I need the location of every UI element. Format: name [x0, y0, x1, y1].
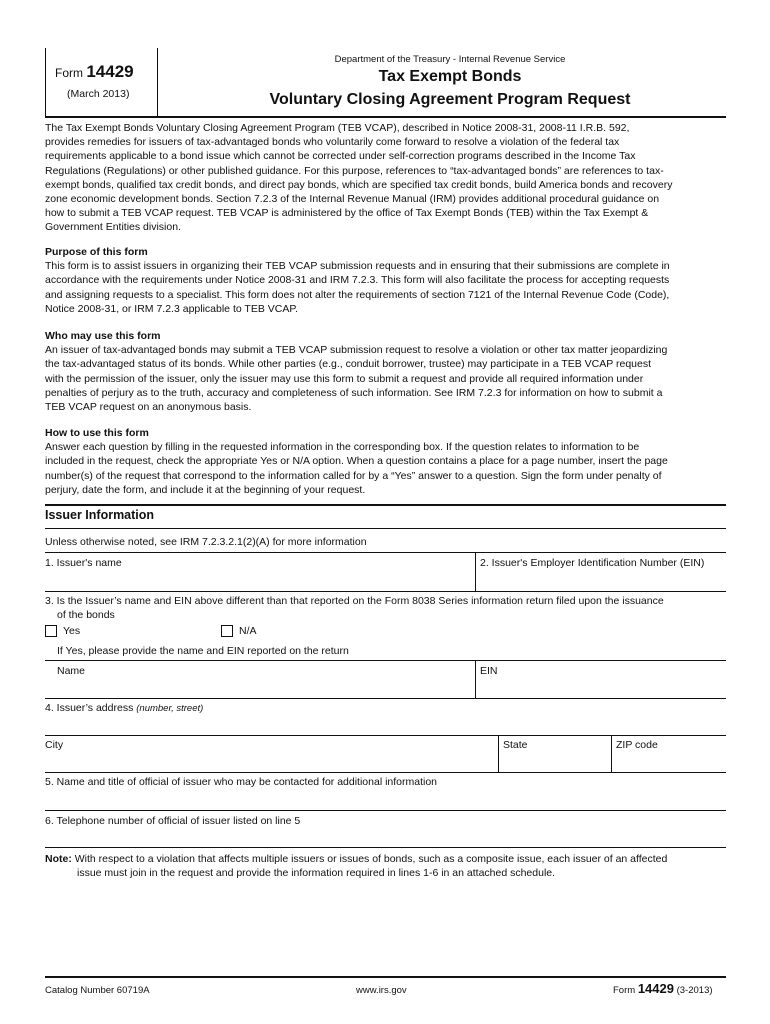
city-field[interactable]	[45, 736, 498, 772]
title-line-2: Voluntary Closing Agreement Program Request	[269, 91, 631, 108]
form-number: 14429	[86, 62, 134, 81]
telephone-label: 6. Telephone number of official of issuer listed on line 5	[45, 815, 301, 827]
who-line: with the permission of the issuer, only the issuer may use this form to submit a request and provide all required information under	[45, 372, 644, 385]
if-yes-instruction: If Yes, please provide the name and EIN reported on the return	[57, 645, 349, 657]
catalog-number: Catalog Number 60719A	[45, 985, 150, 996]
who-line: penalties of perjury as to the truth, accuracy and completeness of such information. See IRM 7.2.3 for information on how to submit a	[45, 386, 663, 399]
who-line: TEB VCAP request on an anonymous basis.	[45, 401, 252, 414]
rule	[45, 847, 726, 848]
zip-field[interactable]	[612, 736, 726, 772]
how-section	[45, 426, 735, 497]
q3-line-1: 3. Is the Issuer’s name and EIN above different than that reported on the Form 8038 Series information return filed upon the issuance	[45, 595, 664, 607]
form-word: Form	[55, 66, 83, 80]
how-line: included in the request, check the appropriate Yes or N/A option. When a question contains a place for a page number, insert the page	[45, 455, 668, 468]
intro-line: zone economic development bonds. Section 7.2.3 of the Internal Revenue Manual (IRM) provides additional procedural guidance on	[45, 193, 660, 206]
header-divider	[157, 48, 158, 116]
address-label-hint: (number, street)	[136, 703, 204, 714]
return-name-field[interactable]	[45, 661, 475, 698]
contact-official-label: 5. Name and title of official of issuer who may be contacted for additional information	[45, 776, 438, 788]
how-line: number(s) of the request that correspond to the information called for by a “Yes” answer to a question. Sign the form under penalty of	[45, 469, 662, 482]
how-line: perjury, date the form, and include it at the beginning of your request.	[45, 483, 366, 496]
note-label: Note:	[45, 853, 72, 865]
intro-line: requirements applicable to a bond issue which cannot be corrected under self-correction programs described in the Income Tax	[45, 150, 636, 163]
na-checkbox[interactable]	[221, 625, 233, 637]
how-line: Answer each question by filling in the requested information in the corresponding box. If the question relates to information to be	[45, 441, 640, 454]
section-note: Unless otherwise noted, see IRM 7.2.3.2.1(2)(A) for more information	[45, 536, 367, 548]
purpose-line: Notice 2008-31, or IRM 7.2.3 applicable to TEB VCAP.	[45, 302, 298, 315]
purpose-line: and assigning requests to a specialist. This form does not alter the requirements of section 7121 of the Internal Revenue Code (Code),	[45, 288, 670, 301]
who-line: the tax-advantaged status of its bonds. While other parties (e.g., conduit borrower, trustee) may participate in a TEB VCAP request	[45, 358, 652, 371]
note-block	[45, 852, 735, 866]
q3-line-2: of the bonds	[57, 609, 115, 621]
return-name-label: Name	[57, 665, 86, 677]
who-heading: Who may use this form	[45, 330, 161, 342]
na-label: N/A	[239, 625, 257, 637]
intro-line: how to submit a TEB VCAP request. TEB VCAP is administered by the office of Tax Exempt Bonds (TEB) within the Tax Exempt &	[45, 207, 649, 220]
how-heading: How to use this form	[45, 427, 149, 439]
return-ein-field[interactable]	[476, 661, 726, 698]
state-label: State	[503, 739, 528, 751]
header-left-border	[45, 48, 46, 116]
note-line-2: issue must join in the request and provide the information required in lines 1-6 in an attached schedule.	[77, 867, 556, 879]
website-link[interactable]: www.irs.gov	[356, 985, 407, 996]
city-label: City	[45, 739, 64, 751]
form-date: (March 2013)	[67, 88, 130, 100]
issuer-ein-label: 2. Issuer's Employer Identification Number (EIN)	[480, 557, 705, 569]
address-label-text: 4. Issuer’s address	[45, 702, 134, 714]
form-number-block	[55, 62, 134, 82]
footer-rule	[45, 976, 726, 978]
footer-form-word: Form	[613, 985, 636, 996]
purpose-line: accordance with the requirements under Notice 2008-31 and IRM 7.2.3. This form will also facilitate the process for accepting requests	[45, 274, 670, 287]
rule	[45, 591, 726, 592]
yes-checkbox[interactable]	[45, 625, 57, 637]
intro-line: Government Entities division.	[45, 221, 181, 234]
intro-paragraph	[45, 121, 735, 235]
intro-line: provides remedies for issuers of tax-advantaged bonds who voluntarily come forward to resolve a violation of the federal tax	[45, 136, 620, 149]
footer-revision: (3-2013)	[676, 985, 713, 996]
intro-line: exempt bonds, qualified tax credit bonds, and direct pay bonds, which are specified tax credit bonds, build America bonds and recovery	[45, 178, 673, 191]
purpose-section	[45, 245, 735, 316]
yes-label: Yes	[63, 625, 81, 637]
issuer-name-field[interactable]	[45, 553, 475, 591]
title-line-1: Tax Exempt Bonds	[378, 68, 522, 85]
intro-line: Regulations (Regulations) or other published guidance. For this purpose, references to “tax-advantaged bonds” are references to tax-	[45, 164, 664, 177]
note-line-1: With respect to a violation that affects multiple issuers or issues of bonds, such as a composite issue, each issuer of an affected	[74, 853, 668, 865]
issuer-address-field[interactable]	[45, 699, 726, 735]
section-top-rule	[45, 504, 726, 506]
intro-line: The Tax Exempt Bonds Voluntary Closing Agreement Program (TEB VCAP), described in Notice 2008-31, 2008-11 I.R.B. 592,	[45, 122, 630, 134]
header-bottom-rule	[45, 116, 726, 118]
who-line: An issuer of tax-advantaged bonds may submit a TEB VCAP submission request to resolve a violation or other tax matter jeopardizing	[45, 344, 668, 357]
zip-label: ZIP code	[616, 739, 658, 751]
footer-form-number: 14429	[637, 981, 674, 996]
purpose-heading: Purpose of this form	[45, 246, 148, 258]
issuer-ein-field[interactable]	[476, 553, 726, 591]
return-ein-label: EIN	[480, 665, 498, 677]
section-title-rule	[45, 528, 726, 529]
issuer-address-label	[45, 702, 203, 714]
state-field[interactable]	[499, 736, 611, 772]
footer-form-id	[613, 981, 713, 996]
contact-official-field[interactable]	[45, 773, 726, 810]
agency-name: Department of the Treasury - Internal Revenue Service	[334, 54, 566, 65]
section-title: Issuer Information	[45, 508, 155, 522]
telephone-field[interactable]	[45, 811, 726, 847]
who-section	[45, 329, 735, 414]
purpose-line: This form is to assist issuers in organizing their TEB VCAP submission requests and in ensuring that their submissions are complete in	[45, 260, 670, 273]
issuer-name-label: 1. Issuer's name	[45, 557, 122, 569]
